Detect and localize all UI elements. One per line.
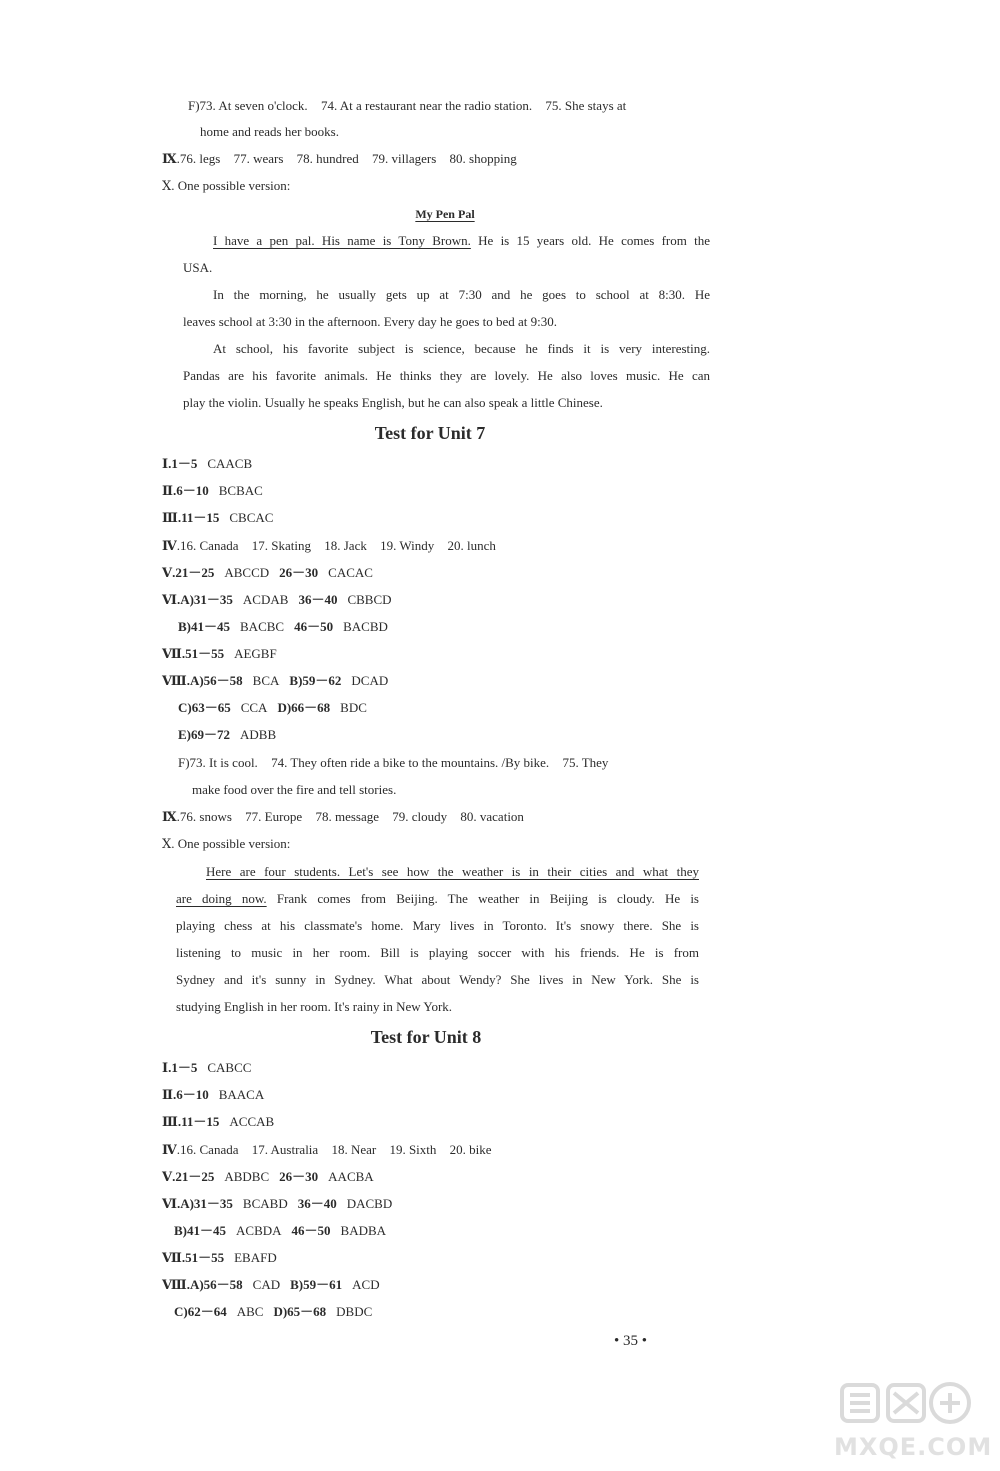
roman-numeral: Ⅶ xyxy=(162,646,182,661)
range: .11－15 xyxy=(177,510,220,525)
answers: ACDAB xyxy=(242,592,289,607)
answers: CABCC xyxy=(207,1060,252,1075)
u7-section-iv xyxy=(162,537,496,555)
answer-75-continued: home and reads her books. xyxy=(200,124,339,139)
watermark-text: MXQE.COM xyxy=(834,1433,993,1461)
answer-20: 20. bike xyxy=(449,1142,492,1157)
roman-numeral: Ⅴ xyxy=(162,1169,173,1184)
range: .1－5 xyxy=(168,456,198,471)
range: D)66－68 xyxy=(277,700,331,715)
range: .21－25 xyxy=(172,1169,215,1184)
answers: ADBB xyxy=(240,727,277,742)
answers: CAD xyxy=(252,1277,281,1292)
roman-numeral: Ⅰ xyxy=(162,456,169,471)
roman-numeral: Ⅲ xyxy=(162,1114,178,1129)
answer-80: 80. shopping xyxy=(449,151,517,166)
answers: ABCCD xyxy=(224,565,270,580)
u7-section-iii xyxy=(162,509,273,527)
section-x-label: Ⅹ. One possible version: xyxy=(162,178,291,193)
answers: BCABD xyxy=(242,1196,288,1211)
answer-79: 79. cloudy xyxy=(392,809,448,824)
u8-section-i xyxy=(162,1059,251,1077)
range: .51－55 xyxy=(181,1250,225,1265)
answers: BCA xyxy=(252,673,280,688)
answer-line-73-75 xyxy=(188,97,626,115)
u7-answer-75-continued: make food over the fire and tell stories. xyxy=(192,782,397,797)
answers: BAACA xyxy=(218,1087,265,1102)
u7-section-viii-cd xyxy=(178,699,367,717)
u8-section-ii xyxy=(162,1086,264,1104)
essay-title xyxy=(0,206,890,222)
u8-section-viii-cd xyxy=(174,1303,372,1321)
range: .6－10 xyxy=(172,1087,209,1102)
range: .A)31－35 xyxy=(176,592,233,607)
answers: DBDC xyxy=(336,1304,373,1319)
roman-numeral: Ⅳ xyxy=(162,1142,177,1157)
range: 36－40 xyxy=(297,1196,337,1211)
answer-80: 80. vacation xyxy=(460,809,524,824)
answers: ACBDA xyxy=(236,1223,282,1238)
roman-numeral: Ⅱ xyxy=(162,1087,173,1102)
essay-text: He is 15 years old. He comes from the xyxy=(470,233,710,248)
answer-73: F)73. It is cool. xyxy=(178,755,258,770)
range: .A)31－35 xyxy=(176,1196,233,1211)
essay-p1-line1 xyxy=(213,232,710,250)
u7-section-viii-e xyxy=(178,726,276,744)
roman-numeral: Ⅵ xyxy=(162,592,177,607)
u7-section-ix xyxy=(162,808,524,826)
answers: BDC xyxy=(340,700,367,715)
u8-section-viii-ab xyxy=(162,1276,380,1294)
answer-20: 20. lunch xyxy=(447,538,496,553)
range: .11－15 xyxy=(177,1114,220,1129)
u8-section-iii xyxy=(162,1113,274,1131)
roman-numeral: Ⅷ xyxy=(162,1277,187,1292)
range: 46－50 xyxy=(294,619,334,634)
answer-18: 18. Near xyxy=(331,1142,377,1157)
answer-16: .16. Canada xyxy=(176,1142,239,1157)
u7-section-vi-a xyxy=(162,591,392,609)
u8-section-vii xyxy=(162,1249,277,1267)
answer-19: 19. Sixth xyxy=(389,1142,437,1157)
answers: DACBD xyxy=(346,1196,393,1211)
answers: BACBC xyxy=(240,619,285,634)
answers: ACD xyxy=(352,1277,380,1292)
answers: ABDBC xyxy=(224,1169,270,1184)
range: E)69－72 xyxy=(178,727,231,742)
roman-numeral: Ⅲ xyxy=(162,510,178,525)
u7-section-viii-ab xyxy=(162,672,388,690)
page-number: • 35 • xyxy=(614,1333,648,1349)
roman-numeral: Ⅴ xyxy=(162,565,173,580)
range: .A)56－58 xyxy=(186,673,243,688)
u7-essay-line2 xyxy=(176,890,699,908)
answer-17: 17. Australia xyxy=(251,1142,319,1157)
roman-numeral: Ⅶ xyxy=(162,1250,182,1265)
u7-section-vi-b xyxy=(178,618,388,636)
essay-title-text: My Pen Pal xyxy=(415,207,475,221)
u7-section-i xyxy=(162,455,252,473)
unit8-heading: Test for Unit 8 xyxy=(370,1027,482,1047)
u7-essay-line1 xyxy=(206,863,699,881)
answer-74: 74. They often ride a bike to the mountains. /By bike. xyxy=(271,755,550,770)
answers: DCAD xyxy=(351,673,389,688)
range: B)59－62 xyxy=(289,673,342,688)
u7-section-vii xyxy=(162,645,277,663)
answer-79: 79. villagers xyxy=(372,151,437,166)
range: .1－5 xyxy=(168,1060,198,1075)
answers: AEGBF xyxy=(234,646,277,661)
u8-section-v xyxy=(162,1168,374,1186)
essay-underlined-sentence: I have a pen pal. His name is Tony Brown. xyxy=(213,233,471,248)
essay-p3-line3: play the violin. Usually he speaks English, but he can also speak a little Chinese. xyxy=(183,395,603,410)
range: 46－50 xyxy=(291,1223,331,1238)
range: B)41－45 xyxy=(178,619,231,634)
u7-essay-line6: studying English in her room. It's rainy in New York. xyxy=(176,999,453,1014)
answers: CBBCD xyxy=(347,592,392,607)
answers: ABC xyxy=(236,1304,264,1319)
range: B)59－61 xyxy=(290,1277,343,1292)
answers: BADBA xyxy=(340,1223,387,1238)
essay-p3-line2: Pandas are his favorite animals. He thinks they are lovely. He also loves music. He can xyxy=(183,368,710,383)
answer-78: 78. message xyxy=(315,809,379,824)
answer-75: 75. They xyxy=(562,755,609,770)
u7-section-ii xyxy=(162,482,263,500)
unit7-heading: Test for Unit 7 xyxy=(374,423,486,443)
range: D)65－68 xyxy=(273,1304,327,1319)
roman-numeral: Ⅱ xyxy=(162,483,173,498)
range: .A)56－58 xyxy=(186,1277,243,1292)
u7-section-viii-f xyxy=(178,754,608,772)
answers: ACCAB xyxy=(229,1114,275,1129)
u7-essay-line5: Sydney and it's sunny in Sydney. What about Wendy? She lives in New York. She is xyxy=(176,972,699,987)
answer-73: F)73. At seven o'clock. xyxy=(188,98,308,113)
answer-17: 17. Skating xyxy=(251,538,311,553)
range: C)62－64 xyxy=(174,1304,227,1319)
roman-numeral: Ⅷ xyxy=(162,673,187,688)
u8-section-iv xyxy=(162,1141,492,1159)
answer-77: 77. Europe xyxy=(245,809,303,824)
u8-section-vi-b xyxy=(174,1222,386,1240)
section-ix-answers xyxy=(162,150,517,168)
answers: BCBAC xyxy=(218,483,263,498)
essay-p2-line2: leaves school at 3:30 in the afternoon. Every day he goes to bed at 9:30. xyxy=(183,314,558,329)
answers: AACBA xyxy=(328,1169,374,1184)
essay-underlined-sentence: are doing now. xyxy=(176,891,267,906)
answers: CACAC xyxy=(328,565,373,580)
u7-section-x-label: Ⅹ. One possible version: xyxy=(162,836,291,851)
answer-74: 74. At a restaurant near the radio station. xyxy=(320,98,533,113)
range: .51－55 xyxy=(181,646,225,661)
roman-numeral: Ⅸ xyxy=(162,151,177,166)
u7-essay-line3: playing chess at his classmate's home. Mary lives in Toronto. It's snowy there. She is xyxy=(176,918,699,933)
essay-text: Frank comes from Beijing. The weather in Beijing is cloudy. He is xyxy=(266,891,699,906)
u7-section-v xyxy=(162,564,373,582)
essay-p1-line2: USA. xyxy=(183,260,213,275)
range: 26－30 xyxy=(279,1169,319,1184)
answers: CCA xyxy=(240,700,268,715)
answer-16: .16. Canada xyxy=(176,538,239,553)
essay-p3-line1: At school, his favorite subject is science, because he finds it is very interesting. xyxy=(213,341,710,356)
answer-78: 78. hundred xyxy=(296,151,359,166)
roman-numeral: Ⅰ xyxy=(162,1060,169,1075)
range: .21－25 xyxy=(172,565,215,580)
answer-18: 18. Jack xyxy=(324,538,367,553)
range: 26－30 xyxy=(279,565,319,580)
watermark-logo-icon xyxy=(836,1377,976,1429)
answers: CBCAC xyxy=(229,510,274,525)
essay-underlined-sentence: Here are four students. Let's see how the weather is in their cities and what they xyxy=(206,864,699,879)
watermark xyxy=(826,1377,993,1461)
u8-section-vi-a xyxy=(162,1195,392,1213)
answers: BACBD xyxy=(343,619,388,634)
answer-19: 19. Windy xyxy=(380,538,435,553)
answers: EBAFD xyxy=(234,1250,277,1265)
answer-76: .76. legs xyxy=(176,151,221,166)
range: B)41－45 xyxy=(174,1223,227,1238)
answer-75: 75. She stays at xyxy=(545,98,627,113)
essay-p2-line1: In the morning, he usually gets up at 7:30 and he goes to school at 8:30. He xyxy=(213,287,710,302)
roman-numeral: Ⅸ xyxy=(162,809,177,824)
range: 36－40 xyxy=(298,592,338,607)
range: C)63－65 xyxy=(178,700,231,715)
roman-numeral: Ⅵ xyxy=(162,1196,177,1211)
u7-essay-line4: listening to music in her room. Bill is playing soccer with his friends. He is from xyxy=(176,945,699,960)
roman-numeral: Ⅳ xyxy=(162,538,177,553)
answer-77: 77. wears xyxy=(233,151,284,166)
answer-76: .76. snows xyxy=(176,809,232,824)
range: .6－10 xyxy=(172,483,209,498)
answers: CAACB xyxy=(207,456,253,471)
